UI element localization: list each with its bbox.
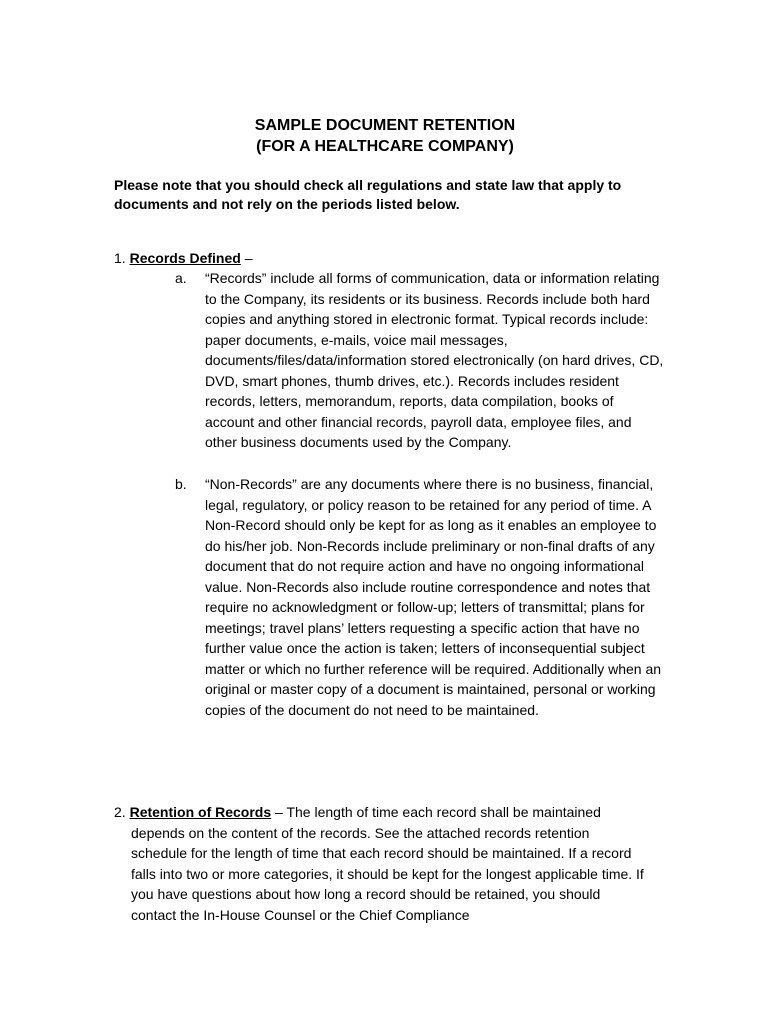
section-number: 1. — [114, 250, 126, 266]
list-marker: a. — [175, 270, 187, 286]
section-heading-suffix: – — [240, 250, 253, 266]
section-number: 2. — [114, 804, 126, 820]
section-heading: Retention of Records — [129, 804, 272, 820]
document-title-line1: SAMPLE DOCUMENT RETENTION — [254, 117, 516, 134]
document-title-line2: (FOR A HEALTHCARE COMPANY) — [256, 138, 514, 155]
disclaimer-note: Please note that you should check all regulations and state law that apply to documents and not rely on the periods listed below. — [114, 177, 622, 212]
list-item-records — [175, 268, 665, 453]
section-retention-of-records — [114, 802, 644, 925]
section-records-defined — [114, 248, 714, 269]
section-body-text: – The length of time each record shall be maintained depends on the content of the records. See the attached records retention schedule for the length of time that each record should be maintained. If a record falls into two or more categories, it should be kept for the longest applicable time. If you have questions about how long a record should be retained, you should contact the In-House Counsel or the Chief Compliance — [131, 804, 644, 923]
list-item-text: “Records” include all forms of communication, data or information relating to the Company, its residents or its business. Records include both hard copies and anything stored in electronic format. Typical records include: paper documents, e-mails, voice mail messages, documents/files/data/information stored electronically (on hard drives, CD, DVD, smart phones, thumb drives, etc.). Records includes resident records, letters, memorandum, reports, data compilation, books of account and other financial records, payroll data, employee files, and other business documents used by the Company. — [205, 270, 664, 450]
section-heading: Records Defined — [129, 250, 241, 266]
list-item-non-records — [175, 474, 665, 720]
list-marker: b. — [175, 476, 187, 492]
list-item-text: “Non-Records” are any documents where there is no business, financial, legal, regulatory, or policy reason to be retained for any period of time. A Non-Record should only be kept for as long as it enables an employee to do his/her job. Non-Records include preliminary or non-final drafts of any document that do not require action and have no ongoing informational value. Non-Records also include routine correspondence and notes that require no acknowledgment or follow-up; letters of transmittal; plans for meetings; travel plans’ letters requesting a specific action that have no further value once the action is taken; letters of inconsequential subject matter or which no further reference will be required. Additionally when an original or master copy of a document is maintained, personal or working copies of the document do not need to be maintained. — [205, 476, 662, 718]
